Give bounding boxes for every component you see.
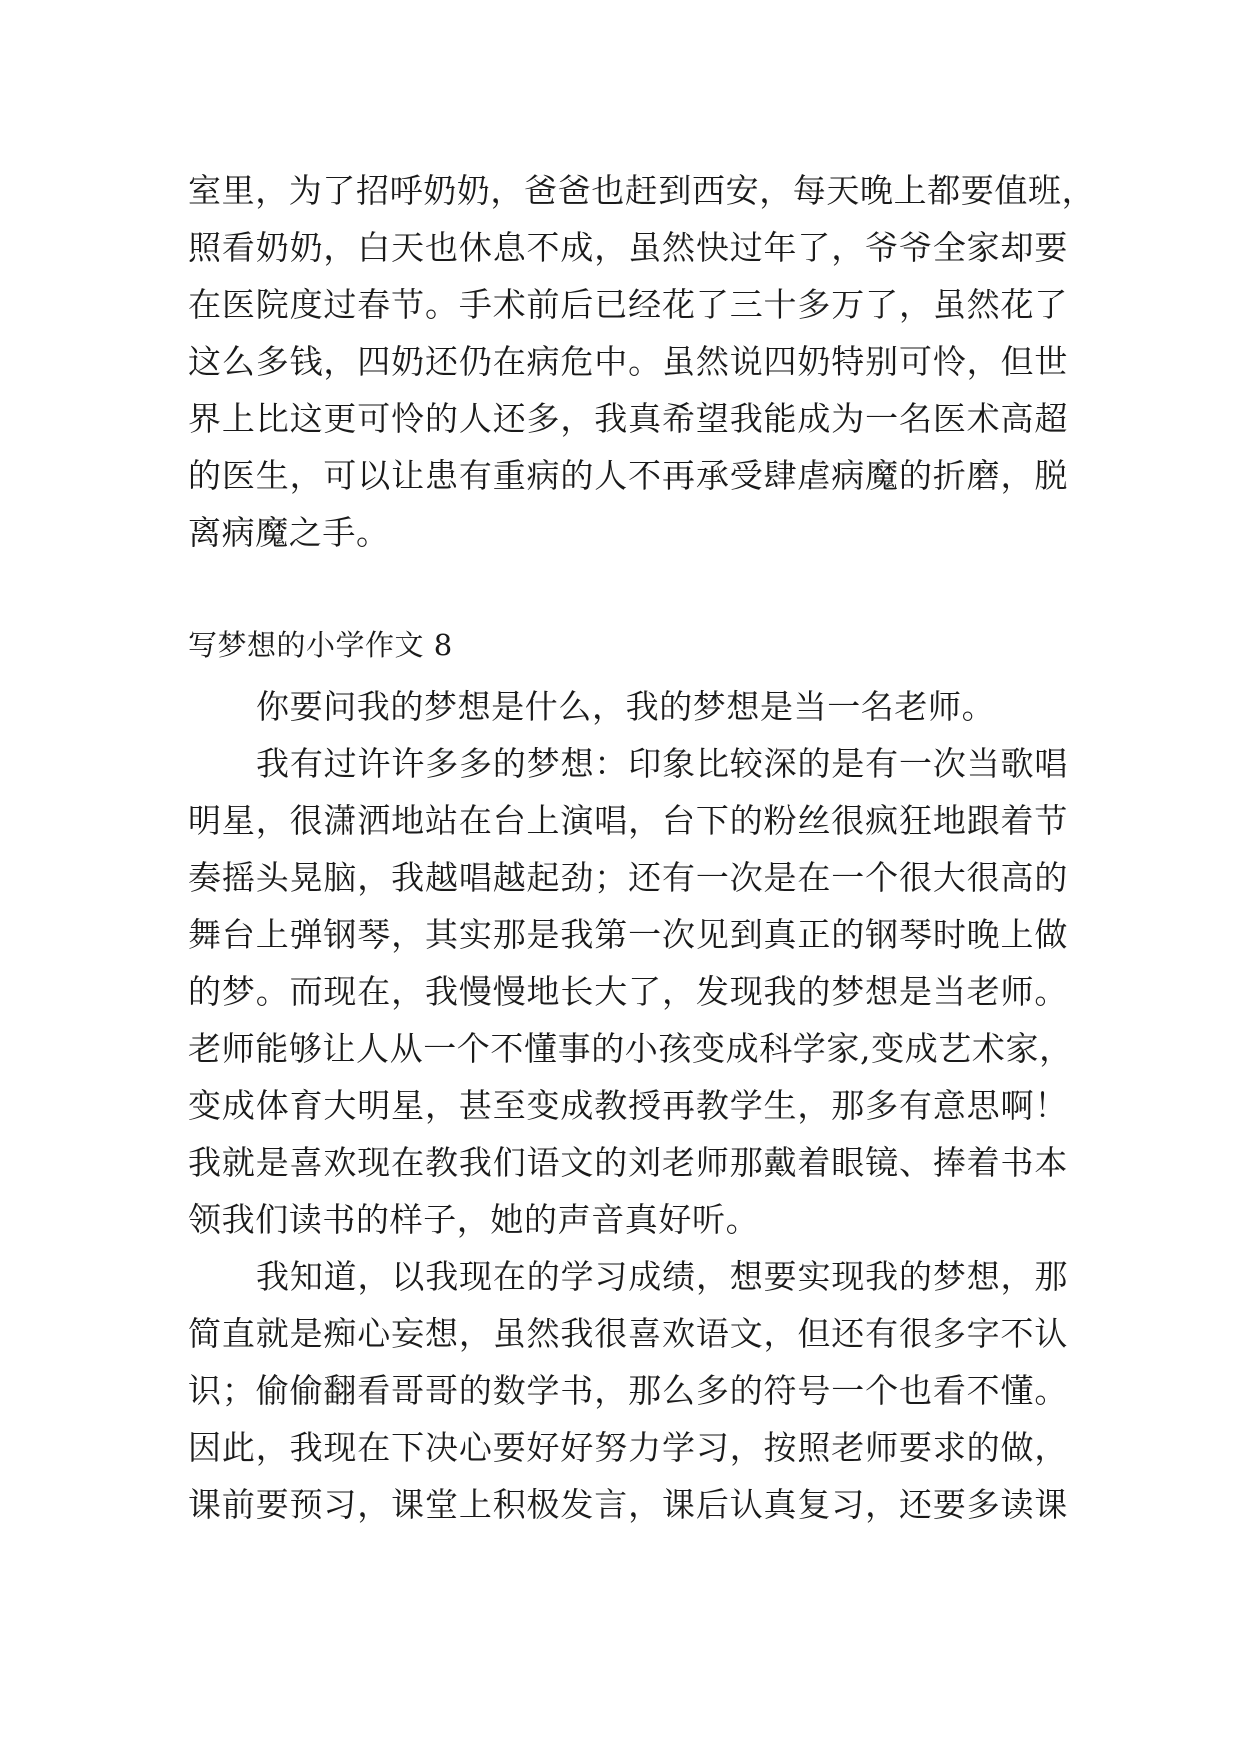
text-line: 界上比这更可怜的人还多，我真希望我能成为一名医术高超 [188,399,1068,438]
paragraph-first-line: 我知道，以我现在的学习成绩，想要实现我的梦想，那 [256,1257,1068,1296]
text-line: 照看奶奶，白天也休息不成，虽然快过年了，爷爷全家却要 [188,228,1068,267]
text-line: 舞台上弹钢琴，其实那是我第一次见到真正的钢琴时晚上做 [188,915,1068,954]
text-line: 领我们读书的样子，她的声音真好听。 [188,1200,760,1239]
intro-paragraph [188,162,1096,561]
text-line: 明星，很潇洒地站在台上演唱，台下的粉丝很疯狂地跟着节 [188,801,1068,840]
text-line: 的梦。而现在，我慢慢地长大了，发现我的梦想是当老师。 [188,972,1068,1011]
text-line: 奏摇头晃脑，我越唱越起劲；还有一次是在一个很大很高的 [188,858,1068,897]
text-line: 室里，为了招呼奶奶，爸爸也赶到西安，每天晚上都要值班， [188,171,1096,210]
text-line: 离病魔之手。 [188,513,390,552]
section-title: 写梦想的小学作文 8 [188,628,453,662]
text-line: 在医院度过春节。手术前后已经花了三十多万了，虽然花了 [188,285,1068,324]
paragraph-first-line: 你要问我的梦想是什么，我的梦想是当一名老师。 [256,687,996,726]
text-line: 的医生，可以让患有重病的人不再承受肆虐病魔的折磨，脱 [188,456,1068,495]
text-line: 这么多钱，四奶还仍在病危中。虽然说四奶特别可怜，但世 [188,342,1068,381]
paragraph-first-line: 我有过许许多多的梦想：印象比较深的是有一次当歌唱 [256,744,1068,783]
text-line: 我就是喜欢现在教我们语文的刘老师那戴着眼镜、捧着书本 [188,1143,1068,1182]
text-line: 课前要预习，课堂上积极发言，课后认真复习，还要多读课 [188,1485,1068,1524]
text-line: 老师能够让人从一个不懂事的小孩变成科学家,变成艺术家， [188,1029,1073,1068]
text-line: 简直就是痴心妄想，虽然我很喜欢语文，但还有很多字不认 [188,1314,1068,1353]
text-line: 识；偷偷翻看哥哥的数学书，那么多的符号一个也看不懂。 [188,1371,1068,1410]
essay-body [188,678,1073,1533]
text-line: 变成体育大明星，甚至变成教授再教学生，那多有意思啊！ [188,1086,1068,1125]
text-line: 因此，我现在下决心要好好努力学习，按照老师要求的做， [188,1428,1068,1467]
